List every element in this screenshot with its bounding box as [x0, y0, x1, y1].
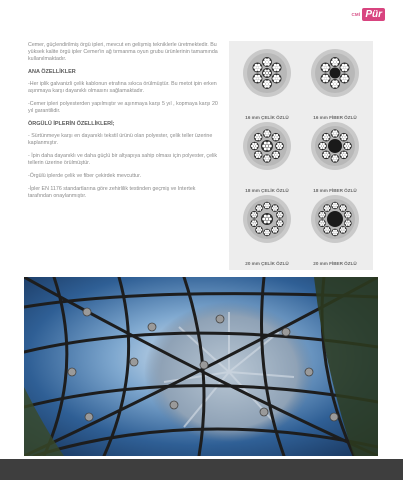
section2-item: -İpler EN 1176 standartlarına göre zehirlilik testinden geçmiş ve Intertek tarafından onaylanmıştır.: [28, 186, 196, 199]
rope-label: 18 mm ÇELİK ÖZLÜ: [245, 188, 289, 193]
section2-item: - Sürtünmeye karşı en dayanıklı tekstil ürünü olan polyester, çelik teller üzerine kaplanmıştır.: [28, 133, 213, 146]
rope-label: 16 mm FİBER ÖZLÜ: [313, 115, 357, 120]
rope-cell: [233, 121, 301, 193]
section1-item: -Her iplik galvanizli çelik kablonun etrafına sıkıca örülmüştür. Bu metot ipin erken aşınmaya karşı dayanıklı olmasını sağlamaktadır.: [28, 81, 217, 94]
rope-cell: [233, 48, 301, 120]
section2-item: -Örgülü iplerde çelik ve fiber çekirdek mevcuttur.: [28, 173, 142, 179]
section1-item: -Cemer ipleri polyesterden yapılmıştır ve aşınmaya karşı 5 yıl , kopmaya karşı 20 yıl garantilidir.: [28, 101, 218, 114]
climbing-net-image: [24, 277, 378, 456]
rope-cross-section-icon: [310, 121, 360, 171]
footer-bar: [0, 459, 403, 480]
rope-cell: [301, 48, 369, 120]
rope-cross-section-icon: [310, 48, 360, 98]
rope-cell: [233, 194, 301, 266]
rope-panel: [229, 41, 373, 270]
rope-label: 16 mm ÇELİK ÖZLÜ: [245, 115, 289, 120]
rope-cross-section-icon: [242, 121, 292, 171]
brand-logo: [351, 8, 385, 21]
intro-paragraph: Cemer, güçlendirilmiş örgü ipleri, mevcut en gelişmiş tekniklerle üretmektedir. Bu yüksek kalite örgü ipler Cemer'in ağ tırmanma oyun grubu ürünlerinin tamamında kullanılmaktadır.: [28, 42, 218, 62]
rope-cross-section-icon: [242, 48, 292, 98]
climbing-net-photo: [24, 277, 378, 456]
section1-title: ANA ÖZELLİKLER: [28, 69, 76, 75]
section2-item: - İpin daha dayanıklı ve daha güçlü bir altyapıya sahip olması için polyester, çelik tellerin üzerine örülmüştür.: [28, 153, 218, 166]
brand-big: Pür: [362, 8, 385, 21]
text-column: [28, 42, 218, 206]
rope-cross-section-icon: [242, 194, 292, 244]
rope-cell: [301, 121, 369, 193]
rope-cell: [301, 194, 369, 266]
rope-label: 20 mm FİBER ÖZLÜ: [313, 261, 357, 266]
brand-small: CMİ: [351, 12, 361, 17]
rope-label: 20 mm ÇELİK ÖZLÜ: [245, 261, 289, 266]
rope-cross-section-icon: [310, 194, 360, 244]
rope-label: 18 mm FİBER ÖZLÜ: [313, 188, 357, 193]
section2-title: ÖRGÜLÜ İPLERİN ÖZELLİKLERİ;: [28, 121, 115, 127]
